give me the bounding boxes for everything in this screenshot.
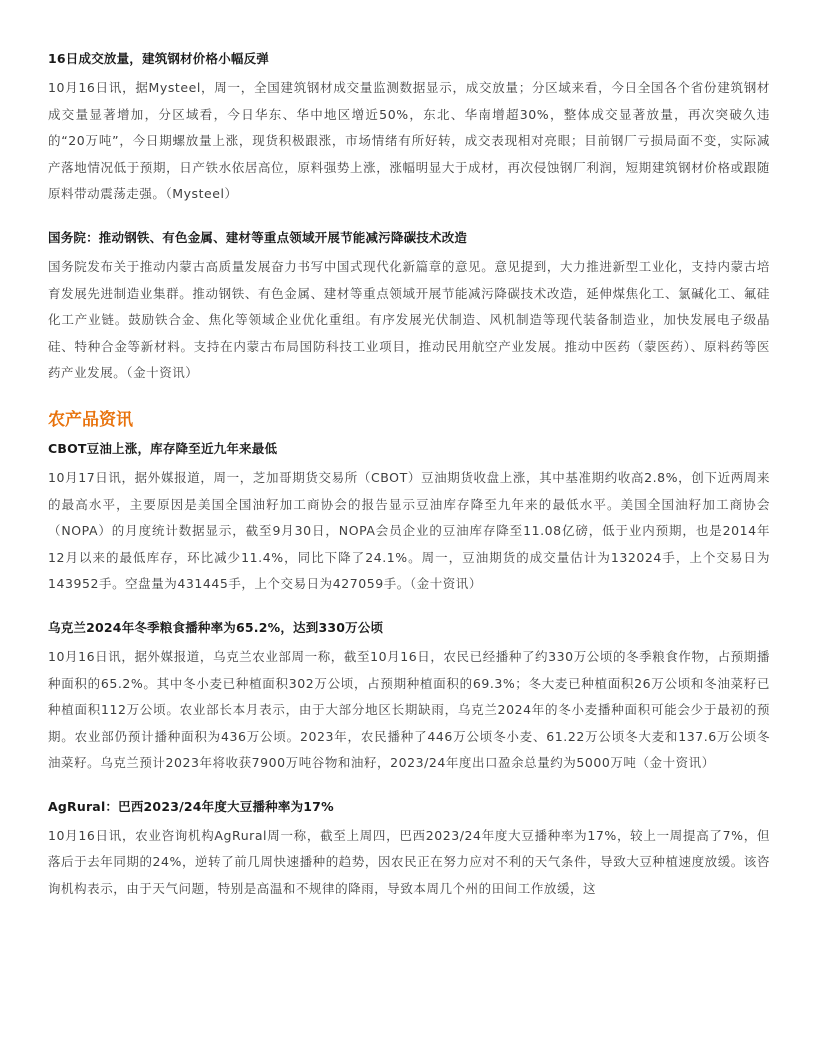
section-heading-agriculture: 农产品资讯 [48,409,133,430]
news-body: 国务院发布关于推动内蒙古高质量发展奋力书写中国式现代化新篇章的意见。意见提到，大力推进新型工业化，支持内蒙古培育发展先进制造业集群。推动钢铁、有色金属、建材等重点领域开展节能减污降碳技术改造，延伸煤焦化工、氯碱化工、氟硅化工产业链。鼓励铁合金、焦化等领域企业优化重组。有序发展光伏制造、风机制造等现代装备制造业，加快发展电子级晶硅、特种合金等新材料。支持在内蒙古布局国防科技工业项目，推动民用航空产业发展。推动中医药（蒙医药）、原料药等医药产业发展。（金十资讯） [48,258,770,381]
news-title: CBOT豆油上涨，库存降至近九年来最低 [48,440,278,456]
news-item-brazil-soybean [48,798,770,903]
news-body: 10月17日讯，据外媒报道，周一，芝加哥期货交易所（CBOT）豆油期货收盘上涨，其中基准期约收高2.8%，创下近两周来的最高水平，主要原因是美国全国油籽加工商协会的报告显示豆油库存降至九年来的最低水平。美国全国油籽加工商协会（NOPA）的月度统计数据显示，截至9月30日，NOPA会员企业的豆油库存降至11.08亿磅，低于业内预期，也是2014年12月以来的最低库存，环比减少11.4%，同比下降了24.1%。周一，豆油期货的成交量估计为132024手，上个交易日为143952手。空盘量为431445手，上个交易日为427059手。（金十资讯） [48,469,770,592]
news-title: AgRural：巴西2023/24年度大豆播种率为17% [48,798,334,814]
news-body: 10月16日讯，据Mysteel，周一，全国建筑钢材成交量监测数据显示，成交放量；分区域来看，今日全国各个省份建筑钢材成交量显著增加，分区域看，今日华东、华中地区增近50%，东北、华南增超30%，整体成交显著放量，再次突破久违的“20万吨”，今日期螺放量上涨，现货积极跟涨，市场情绪有所好转，成交表现相对亮眼；目前钢厂亏损局面不变，实际减产落地情况低于预期，日产铁水依居高位，原料强势上涨，涨幅明显大于成材，再次侵蚀钢厂利润，短期建筑钢材价格或跟随原料带动震荡走强。（Mysteel） [48,80,770,202]
news-item-cbot-soyoil [48,440,770,598]
news-title: 16日成交放量，建筑钢材价格小幅反弹 [48,51,269,66]
news-body: 10月16日讯，据外媒报道，乌克兰农业部周一称，截至10月16日，农民已经播种了约330万公顷的冬季粮食作物，占预期播种面积的65.2%。其中冬小麦已种植面积302万公顷，占预期种植面积的69.3%；冬大麦已种植面积26万公顷和冬油菜籽已种植面积112万公顷。农业部长本月表示，由于大部分地区长期缺雨，乌克兰2024年的冬小麦播种面积可能会少于最初的预期。农业部仍预计播种面积为436万公顷。2023年，农民播种了446万公顷冬小麦、61.22万公顷冬大麦和137.6万公顷冬油菜籽。乌克兰预计2023年将收获7900万吨谷物和油籽，2023/24年度出口盈余总量约为5000万吨（金十资讯） [48,648,770,771]
news-title: 乌克兰2024年冬季粮食播种率为65.2%，达到330万公顷 [48,619,384,635]
news-item-state-council [48,229,770,387]
news-title: 国务院：推动钢铁、有色金属、建材等重点领域开展节能减污降碳技术改造 [48,229,468,245]
document-page [48,50,770,924]
news-body: 10月16日讯，农业咨询机构AgRural周一称，截至上周四，巴西2023/24年度大豆播种率为17%，较上一周提高了7%，但落后于去年同期的24%，逆转了前几周快速播种的趋势，因农民正在努力应对不利的天气条件，导致大豆种植速度放缓。该咨询机构表示，由于天气问题，特别是高温和不规律的降雨，导致本周几个州的田间工作放缓，这 [48,827,770,897]
news-item-ukraine-grain [48,619,770,777]
news-item-steel-volume [48,50,770,208]
